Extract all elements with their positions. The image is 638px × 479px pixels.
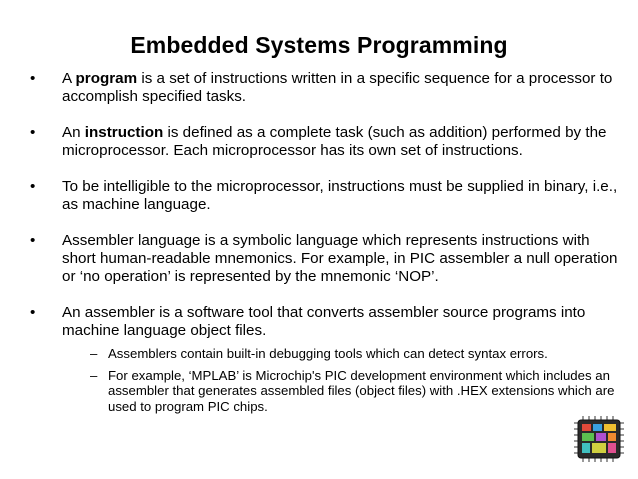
sub-bullet-marker: – xyxy=(90,367,98,383)
bullet-instruction xyxy=(30,124,620,160)
bullet-program xyxy=(30,70,620,106)
bullet-list xyxy=(30,70,620,432)
bullet-text: An assembler is a software tool that converts assembler source programs into machine language object files. xyxy=(62,304,586,339)
bullet-assembler-language xyxy=(30,232,620,286)
bullet-marker: • xyxy=(30,178,36,195)
bullet-marker: • xyxy=(30,232,36,249)
slide-title: Embedded Systems Programming xyxy=(130,32,508,58)
bullet-marker: • xyxy=(30,304,36,321)
bullet-text: To be intelligible to the microprocessor, instructions must be supplied in binary, i.e., as machine language. xyxy=(62,178,618,213)
bullet-text: is a set of instructions written in a specific sequence for a processor to accomplish specified tasks. xyxy=(62,70,613,105)
sub-bullet-text: For example, ‘MPLAB’ is Microchip's PIC development environment which includes an assembler that generates assembled files (object files) with .HEX extensions which are used to program PIC chips. xyxy=(108,367,615,414)
bullet-marker: • xyxy=(30,124,36,141)
bullet-text: is defined as a complete task (such as addition) performed by the microprocessor. Each microprocessor has its own set of instructions. xyxy=(62,124,607,159)
bullet-machine-language xyxy=(30,178,620,214)
bullet-text: A xyxy=(62,70,76,87)
microchip-icon xyxy=(566,410,632,472)
bullet-text: An xyxy=(62,124,85,141)
sub-bullet-mplab xyxy=(62,368,620,415)
bullet-assembler-tool xyxy=(30,304,620,414)
sub-bullet-marker: – xyxy=(90,346,98,361)
sub-bullet-list xyxy=(62,346,620,414)
bullet-marker: • xyxy=(30,70,36,87)
bullet-text: Assembler language is a symbolic language which represents instructions with short human-readable mnemonics. For example, in PIC assembler a null operation or ‘no operation’ is represented by the mnemonic ‘NOP’. xyxy=(62,232,618,285)
sub-bullet-text: Assemblers contain built-in debugging tools which can detect syntax errors. xyxy=(108,346,548,361)
bullet-bold-term: instruction xyxy=(84,124,164,141)
bullet-bold-term: program xyxy=(75,70,138,87)
sub-bullet-debugging xyxy=(62,346,620,362)
